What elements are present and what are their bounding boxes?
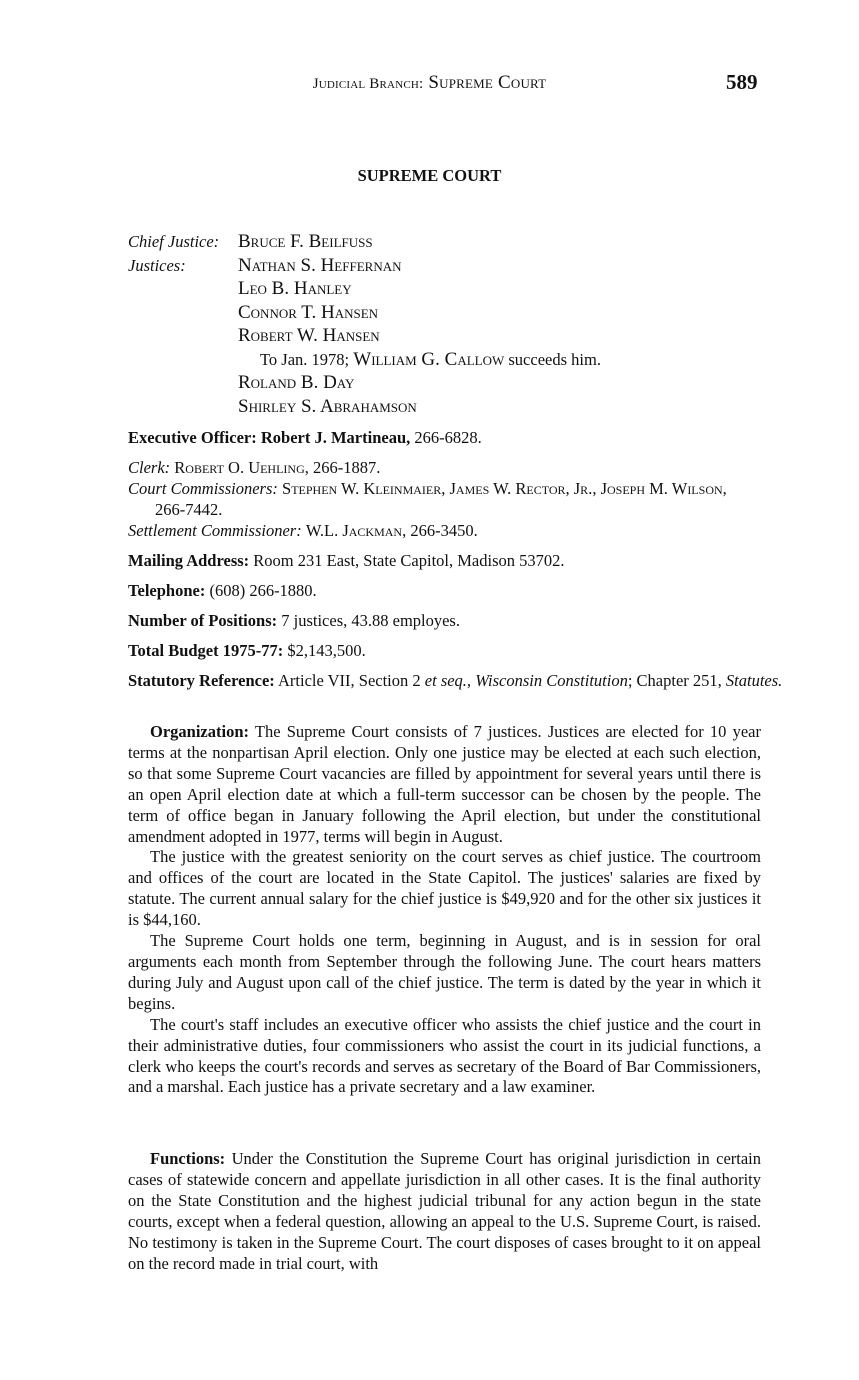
page-title: SUPREME COURT — [357, 166, 502, 185]
organization-label: Organization: — [150, 722, 249, 741]
functions-label: Functions: — [150, 1149, 226, 1168]
organization-paragraph: The Supreme Court holds one term, beginning in August, and is in session for oral arguments each month from September through the following June. The court hears matters during July and August upon call of the chief justice. The term is dated by the year in which it begins. — [128, 931, 761, 1013]
succession-note-suffix: succeeds him. — [508, 349, 601, 369]
clerk-line — [128, 458, 761, 479]
clerk-label: Clerk: — [128, 458, 171, 477]
justice-name: Shirley S. Abrahamson — [238, 395, 417, 417]
commissioners-phone: 266-7442. — [155, 499, 223, 519]
chief-justice-row — [128, 230, 768, 254]
telephone-value: (608) 266-1880. — [209, 581, 317, 600]
justice-name: Roland B. Day — [238, 372, 355, 393]
page-number: 589 — [726, 70, 758, 94]
chief-justice-name: Bruce F. Beilfuss — [238, 231, 373, 252]
justice-name: Connor T. Hansen — [238, 301, 379, 323]
functions-paragraph — [128, 1149, 761, 1274]
executive-officer — [128, 428, 761, 449]
commissioners-names: Stephen W. Kleinmaier, James W. Rector, Jr., Joseph M. Wilson, — [282, 478, 727, 498]
settlement-name: W.L. Jackman, — [305, 520, 407, 540]
justice-row — [128, 324, 768, 348]
justice-row — [128, 371, 768, 395]
justice-name: Robert W. Hansen — [238, 325, 380, 346]
justice-name: Nathan S. Heffernan — [238, 254, 402, 276]
organization-paragraph — [128, 722, 761, 847]
succession-note-row — [128, 348, 768, 372]
settlement-line — [128, 521, 761, 542]
executive-officer-name: Robert J. Martineau, — [260, 428, 411, 447]
staff-block — [128, 458, 761, 542]
settlement-phone: 266-3450. — [410, 520, 478, 540]
mailing-label: Mailing Address: — [128, 551, 250, 570]
statutory-article: Article VII, Section 2 — [277, 671, 421, 690]
mailing-value: Room 231 East, State Capitol, Madison 53702. — [253, 551, 565, 570]
telephone — [128, 581, 761, 602]
statutory-statutes: Statutes. — [725, 671, 783, 690]
clerk-phone: 266-1887. — [313, 458, 381, 477]
clerk-name: Robert O. Uehling, — [174, 458, 309, 477]
running-head-subsection: Supreme Court — [428, 72, 547, 93]
commissioners-label: Court Commissioners: — [128, 478, 278, 498]
functions-section — [128, 1149, 761, 1274]
chief-justice-label: Chief Justice: — [128, 232, 220, 251]
justice-row — [128, 254, 768, 278]
budget-value: $2,143,500. — [287, 641, 366, 660]
number-of-positions — [128, 611, 761, 632]
justice-row — [128, 395, 768, 419]
organization-paragraph: The court's staff includes an executive officer who assists the chief justice and the court in their administrative duties, four commissioners who assist the court in its judicial functions, a clerk who keeps the court's records and serves as secretary of the Board of Bar Commissioners, and a marshal. Each justice has a private secretary and a law examiner. — [128, 1014, 761, 1097]
commissioners-line — [128, 479, 761, 521]
settlement-label: Settlement Commissioner: — [128, 520, 302, 540]
justices-list — [128, 230, 768, 418]
statutory-constitution: Wisconsin Constitution — [475, 671, 628, 690]
telephone-label: Telephone: — [128, 581, 206, 600]
justice-name: Leo B. Hanley — [238, 278, 352, 299]
functions-text-1: Under the Constitution the Supreme Court has original jurisdiction in certain cases of statewide concern and appellate jurisdiction in all other cases. It is the final authority on the State Constitution and the highest judicial tribunal for any action begun in the state courts, except when a federal question, allowing an appeal to the U.S. Supreme Court, is raised. No testimony is taken in the Supreme Court. The court disposes of cases brought to it on appeal on the record made in trial court, with — [128, 1149, 762, 1273]
mailing-address — [128, 551, 761, 572]
organization-paragraph: The justice with the greatest seniority on the court serves as chief justice. The courtroom and offices of the court are located in the State Capitol. The justices' salaries are fixed by statute. The current annual salary for the chief justice is $49,920 and for the other six justices it is $44,160. — [128, 847, 761, 930]
succession-note-prefix: To Jan. 1978; — [260, 349, 350, 369]
succession-note — [238, 348, 768, 372]
successor-name: William G. Callow — [353, 348, 505, 370]
positions-label: Number of Positions: — [128, 611, 278, 630]
statutory-reference — [128, 671, 788, 692]
executive-officer-label: Executive Officer: — [128, 428, 257, 447]
total-budget — [128, 641, 761, 662]
organization-section — [128, 722, 761, 1098]
organization-text-1: The Supreme Court consists of 7 justices. Justices are elected for 10 year terms at the nonpartisan April election. Only one justice may be elected at each such election, so that some Supreme Court vacancies are filled by appointment for several years until there is an open April election date at which a full-term successor can be chosen by the people. The term of office began in January following the April election, but under the constitutional amendment adopted in 1977, terms will begin in August. — [128, 722, 761, 846]
statutory-chapter: ; Chapter 251, — [627, 671, 722, 690]
positions-value: 7 justices, 43.88 employes. — [281, 611, 460, 630]
justice-row — [128, 277, 768, 301]
budget-label: Total Budget 1975-77: — [128, 641, 284, 660]
justices-label: Justices: — [128, 255, 186, 275]
executive-officer-phone: 266-6828. — [414, 428, 482, 447]
running-head-section: Judicial Branch: — [312, 76, 424, 92]
statutory-et-seq: et seq., — [424, 671, 472, 690]
justice-row — [128, 301, 768, 325]
statutory-label: Statutory Reference: — [128, 671, 275, 690]
